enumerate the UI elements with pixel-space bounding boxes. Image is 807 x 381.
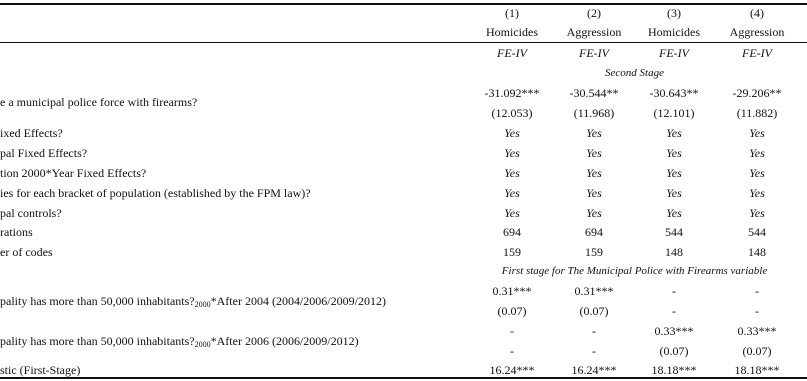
inst1-se-3: - bbox=[672, 304, 676, 318]
instrument-2-label bbox=[0, 334, 470, 352]
inst2-se-4: (0.07) bbox=[742, 344, 772, 358]
inst2-coef-1: - bbox=[510, 324, 514, 338]
col-4-method: FE-IV bbox=[742, 46, 772, 60]
fe-label-5: pal controls? bbox=[0, 206, 62, 220]
header-rule bbox=[0, 42, 807, 43]
fe-1-val-4: Yes bbox=[749, 126, 765, 140]
fstat-3: 18.18*** bbox=[651, 363, 697, 377]
top-rule bbox=[0, 3, 807, 5]
inst1-coef-2: 0.31*** bbox=[574, 284, 614, 298]
police-se-2: (11.968) bbox=[573, 106, 615, 120]
fe-3-val-1: Yes bbox=[504, 166, 520, 180]
col-1-name: Homicides bbox=[486, 25, 538, 39]
observations-1: 694 bbox=[503, 225, 521, 239]
col-2-method: FE-IV bbox=[579, 46, 609, 60]
fe-2-val-2: Yes bbox=[586, 146, 602, 160]
fe-3-val-4: Yes bbox=[749, 166, 765, 180]
fe-1-val-1: Yes bbox=[504, 126, 520, 140]
instrument-1-label bbox=[0, 294, 470, 312]
codes-4: 148 bbox=[748, 245, 766, 259]
bottom-rule bbox=[0, 377, 807, 379]
fe-1-val-2: Yes bbox=[586, 126, 602, 140]
col-1-method: FE-IV bbox=[497, 46, 527, 60]
inst1-coef-1: 0.31*** bbox=[492, 284, 532, 298]
police-label: e a municipal police force with firearms? bbox=[0, 95, 198, 109]
police-se-4: (11.882) bbox=[736, 106, 778, 120]
inst2-coef-3: 0.33*** bbox=[654, 324, 694, 338]
col-4-name: Aggression bbox=[729, 25, 785, 39]
police-se-1: (12.053) bbox=[491, 106, 533, 120]
police-coef-1: -31.092*** bbox=[484, 86, 540, 100]
observations-4: 544 bbox=[748, 225, 766, 239]
fstat-2: 16.24*** bbox=[571, 363, 617, 377]
fe-3-val-2: Yes bbox=[586, 166, 602, 180]
inst2-se-2: - bbox=[592, 344, 596, 358]
fe-5-val-1: Yes bbox=[504, 206, 520, 220]
fe-4-val-1: Yes bbox=[504, 186, 520, 200]
instrument-2-label-post: *After 2006 (2006/2009/2012) bbox=[210, 334, 359, 348]
fstat-4: 18.18*** bbox=[734, 363, 780, 377]
fe-label-2: pal Fixed Effects? bbox=[0, 146, 88, 160]
fe-5-val-4: Yes bbox=[749, 206, 765, 220]
col-1-number: (1) bbox=[505, 6, 519, 20]
police-coef-2: -30.544** bbox=[569, 86, 619, 100]
instrument-1-label-sub: 2000 bbox=[194, 300, 211, 309]
col-2-number: (2) bbox=[587, 6, 601, 20]
col-3-number: (3) bbox=[667, 6, 681, 20]
inst2-se-3: (0.07) bbox=[659, 344, 689, 358]
fstat-label: stic (First-Stage) bbox=[0, 363, 81, 377]
fe-4-val-4: Yes bbox=[749, 186, 765, 200]
inst1-coef-4: - bbox=[755, 284, 759, 298]
observations-label: rations bbox=[0, 225, 33, 239]
police-coef-3: -30.643** bbox=[649, 86, 699, 100]
col-3-method: FE-IV bbox=[659, 46, 689, 60]
col-4-number: (4) bbox=[750, 6, 764, 20]
observations-2: 694 bbox=[585, 225, 603, 239]
col-2-name: Aggression bbox=[566, 25, 622, 39]
inst1-se-1: (0.07) bbox=[497, 304, 527, 318]
inst2-coef-2: - bbox=[592, 324, 596, 338]
inst2-se-1: - bbox=[510, 344, 514, 358]
second-stage-title: Second Stage bbox=[605, 67, 664, 79]
col-3-name: Homicides bbox=[648, 25, 700, 39]
inst1-se-2: (0.07) bbox=[579, 304, 609, 318]
codes-1: 159 bbox=[503, 245, 521, 259]
fe-5-val-3: Yes bbox=[666, 206, 682, 220]
fe-4-val-2: Yes bbox=[586, 186, 602, 200]
codes-2: 159 bbox=[585, 245, 603, 259]
police-coef-4: -29.206** bbox=[732, 86, 782, 100]
inst1-coef-3: - bbox=[672, 284, 676, 298]
fe-label-3: tion 2000*Year Fixed Effects? bbox=[0, 166, 147, 180]
inst1-se-4: - bbox=[755, 304, 759, 318]
codes-label: er of codes bbox=[0, 245, 53, 259]
codes-3: 148 bbox=[665, 245, 683, 259]
instrument-1-label-post: *After 2004 (2004/2006/2009/2012) bbox=[210, 294, 386, 308]
instrument-2-label-pre: pality has more than 50,000 inhabitants? bbox=[0, 334, 195, 348]
instrument-2-label-sub: 2000 bbox=[194, 340, 211, 349]
fe-label-1: ixed Effects? bbox=[0, 126, 63, 140]
fe-label-4: ies for each bracket of population (established by the FPM law)? bbox=[0, 186, 311, 200]
fe-3-val-3: Yes bbox=[666, 166, 682, 180]
fe-2-val-4: Yes bbox=[749, 146, 765, 160]
fe-4-val-3: Yes bbox=[666, 186, 682, 200]
first-stage-title: First stage for The Municipal Police with Firearms variable bbox=[501, 265, 768, 277]
fe-1-val-3: Yes bbox=[666, 126, 682, 140]
observations-3: 544 bbox=[665, 225, 683, 239]
police-se-3: (12.101) bbox=[653, 106, 695, 120]
fe-2-val-1: Yes bbox=[504, 146, 520, 160]
instrument-1-label-pre: pality has more than 50,000 inhabitants? bbox=[0, 294, 195, 308]
fstat-1: 16.24*** bbox=[489, 363, 535, 377]
fe-5-val-2: Yes bbox=[586, 206, 602, 220]
fe-2-val-3: Yes bbox=[666, 146, 682, 160]
inst2-coef-4: 0.33*** bbox=[737, 324, 777, 338]
